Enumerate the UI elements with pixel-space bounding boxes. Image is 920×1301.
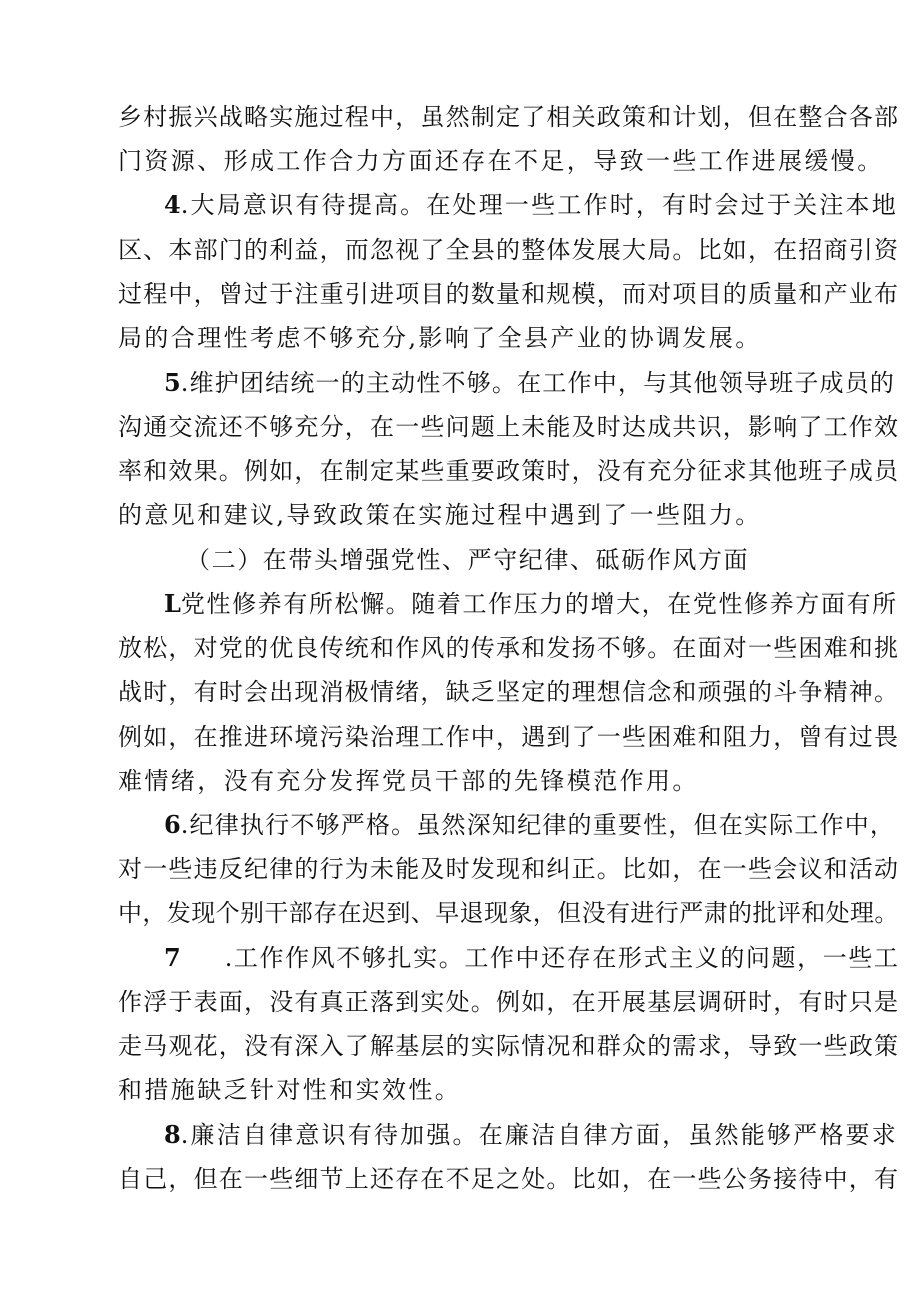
text-line: 和措施缺乏针对性和实效性。 [118,1076,462,1104]
text-line: 走马观花，没有深入了解基层的实际情况和群众的需求，导致一些政策 [118,1032,900,1060]
text-line: 门资源、形成工作合力方面还存在不足，导致一些工作进展缓慢。 [118,147,884,175]
item-number: 5 [164,368,181,397]
text-line: 过程中，曾过于注重引进项目的数量和规模，而对项目的质量和产业布 [118,280,900,308]
list-item-first-line [164,190,898,220]
item-number: 4 [164,190,181,219]
item-text: 党性修养有所松懈。随着工作压力的增大，在党性修养方面有所 [180,590,898,618]
item-text: .大局意识有待提高。在处理一些工作时，有时会过于关注本地 [180,191,898,219]
item-text: .维护团结统一的主动性不够。在工作中，与其他领导班子成员的 [180,369,896,397]
list-item-first-line [164,1120,898,1150]
text-line: 自己，但在一些细节上还存在不足之处。比如，在一些公务接待中，有 [118,1165,900,1193]
text-line: 区、本部门的利益，而忽视了全县的整体发展大局。比如，在招商引资 [118,236,900,264]
list-item-first-line [164,943,900,973]
item-number: L [164,589,181,618]
section-heading: （二）在带头增强党性、严守纪律、砥砺作风方面 [186,546,750,574]
list-item-first-line [164,810,895,840]
text-line: 作浮于表面，没有真正落到实处。例如，在开展基层调研时，有时只是 [118,988,900,1016]
text-line: 沟通交流还不够充分，在一些问题上未能及时达成共识，影响了工作效 [118,413,900,441]
text-line: 难情绪，没有充分发挥党员干部的先锋模范作用。 [118,767,699,795]
item-text: .廉洁自律意识有待加强。在廉洁自律方面，虽然能够严格要求 [180,1121,898,1149]
text-line: 的意见和建议,导致政策在实施过程中遇到了一些阻力。 [118,501,762,529]
list-item-first-line [164,368,895,398]
item-number: 6 [164,810,181,839]
item-text: .纪律执行不够严格。虽然深知纪律的重要性，但在实际工作中， [180,811,896,839]
item-number: 8 [164,1120,181,1149]
text-line: 例如，在推进环境污染治理工作中，遇到了一些困难和阻力，曾有过畏 [118,723,900,751]
list-item-first-line [164,589,898,619]
text-line: 中，发现个别干部存在迟到、早退现象，但没有进行严肃的批评和处理。 [118,899,899,927]
text-line: 放松，对党的优良传统和作风的传承和发扬不够。在面对一些困难和挑 [118,634,900,662]
text-line: 乡村振兴战略实施过程中，虽然制定了相关政策和计划，但在整合各部 [118,103,900,131]
text-line: 率和效果。例如，在制定某些重要政策时，没有充分征求其他班子成员 [118,457,900,485]
text-line: 局的合理性考虑不够充分,影响了全县产业的协调发展。 [118,324,762,352]
text-line: 对一些违反纪律的行为未能及时发现和纠正。比如，在一些会议和活动 [118,855,900,883]
item-text: .工作作风不够扎实。工作中还存在形式主义的问题，一些工 [224,944,900,972]
item-number: 7 [164,943,181,972]
text-line: 战时，有时会出现消极情绪，缺乏坚定的理想信念和顽强的斗争精神。 [118,678,900,706]
